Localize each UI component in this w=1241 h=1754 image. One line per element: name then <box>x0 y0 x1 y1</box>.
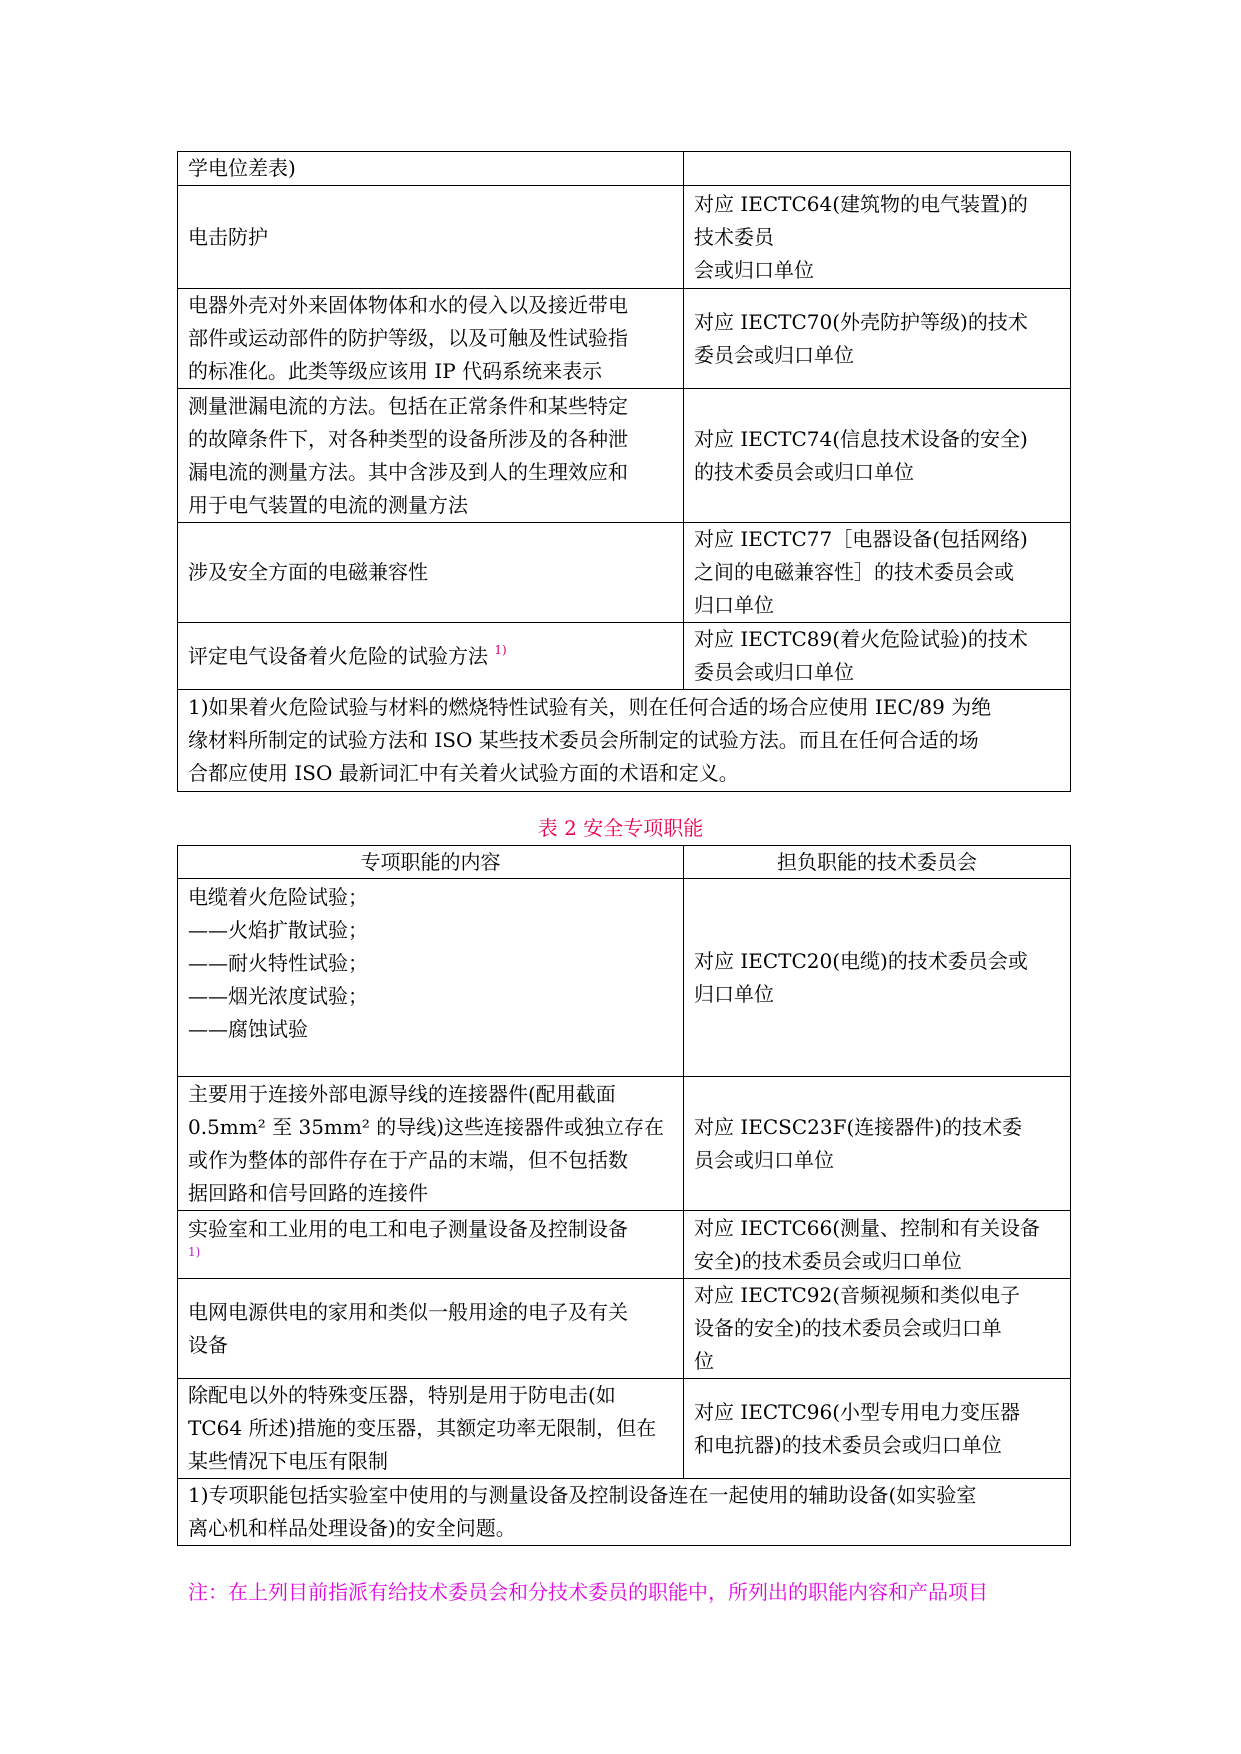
text-line: 涉及安全方面的电磁兼容性 <box>188 560 428 584</box>
content-cell <box>178 1211 684 1279</box>
text-line: 除配电以外的特殊变压器，特别是用于防电击(如 <box>188 1383 616 1407</box>
content-cell <box>178 152 684 186</box>
text-line: 的标准化。此类等级应该用 IP 代码系统来表示 <box>188 359 603 383</box>
text-line: 技术委员 <box>694 224 774 249</box>
text-line: 主要用于连接外部电源导线的连接器件(配用截面 <box>188 1081 616 1106</box>
text-line: 据回路和信号回路的连接件 <box>188 1180 428 1205</box>
committee-cell <box>684 1211 1071 1279</box>
text-line: 委员会或归口单位 <box>694 342 854 367</box>
content-cell <box>178 1379 684 1479</box>
table-header-row <box>178 846 1071 879</box>
committee-cell <box>684 1077 1071 1211</box>
text-line: 归口单位 <box>694 981 774 1006</box>
text-line: ——腐蚀试验 <box>188 1017 308 1041</box>
table-row <box>178 289 1071 389</box>
text-line: 测量泄漏电流的方法。包括在正常条件和某些特定 <box>188 393 628 418</box>
text-line: 的故障条件下，对各种类型的设备所涉及的各种泄 <box>188 426 628 451</box>
column-header: 专项职能的内容 <box>178 846 684 879</box>
table-row <box>178 1279 1071 1379</box>
table-row <box>178 389 1071 523</box>
content-cell <box>178 289 684 389</box>
text-line: 离心机和样品处理设备)的安全问题。 <box>188 1516 516 1540</box>
text-line: 会或归口单位 <box>694 257 814 282</box>
committee-cell <box>684 186 1071 289</box>
footnote-marker: 1) <box>494 642 507 657</box>
text-line: 对应 IECTC66(测量、控制和有关设备 <box>694 1215 1041 1240</box>
text-line: 对应 IECTC20(电缆)的技术委员会或 <box>694 948 1028 973</box>
text-line: 合都应使用 ISO 最新词汇中有关着火试验方面的术语和定义。 <box>188 761 739 785</box>
text-line: 委员会或归口单位 <box>694 660 854 684</box>
text-line: 1)如果着火危险试验与材料的燃烧特性试验有关，则在任何合适的场合应使用 IEC/89 为绝 <box>188 695 992 719</box>
text-line: 评定电气设备着火危险的试验方法 <box>188 643 488 668</box>
text-line: 归口单位 <box>694 593 774 617</box>
table-footnote-row <box>178 690 1071 792</box>
text-line: 员会或归口单位 <box>694 1147 834 1172</box>
content-cell <box>178 623 684 690</box>
text-line: 的技术委员会或归口单位 <box>694 459 914 484</box>
committee-cell <box>684 289 1071 389</box>
text-line: 之间的电磁兼容性］的技术委员会或 <box>694 560 1014 584</box>
text-line: ——烟光浓度试验； <box>188 984 368 1008</box>
content-cell <box>178 389 684 523</box>
text-line: 或作为整体的部件存在于产品的末端，但不包括数 <box>188 1147 628 1172</box>
committee-cell <box>684 152 1071 186</box>
text-line: 电网电源供电的家用和类似一般用途的电子及有关 <box>188 1299 628 1324</box>
table-row <box>178 523 1071 623</box>
text-line: ——耐火特性试验； <box>188 951 368 975</box>
table-row <box>178 1379 1071 1479</box>
committee-cell <box>684 623 1071 690</box>
text-line: 位 <box>694 1349 714 1373</box>
text-line: 对应 IECTC92(音频视频和类似电子 <box>694 1283 1021 1307</box>
text-line: 对应 IECTC77［电器设备(包括网络) <box>694 527 1028 551</box>
committee-cell <box>684 389 1071 523</box>
table-row <box>178 623 1071 690</box>
text-line: TC64 所述)措施的变压器，其额定功率无限制，但在 <box>188 1416 657 1440</box>
table-2 <box>177 845 1071 1546</box>
table-footnote-row <box>178 1479 1071 1546</box>
committee-cell <box>684 1379 1071 1479</box>
table-row <box>178 1211 1071 1279</box>
committee-cell <box>684 879 1071 1077</box>
text-line: 电缆着火危险试验； <box>188 885 368 909</box>
committee-cell <box>684 1279 1071 1379</box>
content-cell <box>178 879 684 1077</box>
table-row <box>178 1077 1071 1211</box>
text-line: 0.5mm² 至 35mm² 的导线)这些连接器件或独立存在 <box>188 1114 665 1139</box>
column-header: 担负职能的技术委员会 <box>684 846 1071 879</box>
text-line: 安全)的技术委员会或归口单位 <box>694 1248 962 1273</box>
text-line: 用于电气装置的电流的测量方法 <box>188 492 468 517</box>
content-cell <box>178 186 684 289</box>
table-caption: 表 2 安全专项职能 <box>537 816 704 840</box>
text-line: 缘材料所制定的试验方法和 ISO 某些技术委员会所制定的试验方法。而且在任何合适的场 <box>188 728 979 752</box>
text-line: 和电抗器)的技术委员会或归口单位 <box>694 1432 1002 1457</box>
table-row <box>178 879 1071 1077</box>
text-line: 对应 IECSC23F(连接器件)的技术委 <box>694 1114 1023 1139</box>
text-line: 对应 IECTC70(外壳防护等级)的技术 <box>694 309 1028 334</box>
content-cell <box>178 523 684 623</box>
table-row <box>178 152 1071 186</box>
text-line: 对应 IECTC64(建筑物的电气装置)的 <box>694 191 1028 216</box>
table-1 <box>177 151 1071 792</box>
text-line: 实验室和工业用的电工和电子测量设备及控制设备 <box>188 1217 628 1241</box>
text-line: 学电位差表) <box>188 156 296 180</box>
table-row <box>178 186 1071 289</box>
text-line: 对应 IECTC89(着火危险试验)的技术 <box>694 627 1028 651</box>
footnote-cell <box>178 1479 1071 1546</box>
committee-cell <box>684 523 1071 623</box>
text-line: 部件或运动部件的防护等级，以及可触及性试验指 <box>188 326 628 350</box>
content-cell <box>178 1077 684 1211</box>
text-line: 漏电流的测量方法。其中含涉及到人的生理效应和 <box>188 459 628 484</box>
content-cell <box>178 1279 684 1379</box>
text-line: 电器外壳对外来固体物体和水的侵入以及接近带电 <box>188 293 628 317</box>
footnote-marker: 1) <box>188 1245 201 1259</box>
text-line: 对应 IECTC96(小型专用电力变压器 <box>694 1399 1021 1424</box>
text-line: ——火焰扩散试验； <box>188 918 368 942</box>
text-line: 1)专项职能包括实验室中使用的与测量设备及控制设备连在一起使用的辅助设备(如实验室 <box>188 1483 977 1507</box>
text-line: 对应 IECTC74(信息技术设备的安全) <box>694 426 1028 451</box>
text-line: 设备的安全)的技术委员会或归口单 <box>694 1316 1002 1340</box>
text-line: 某些情况下电压有限制 <box>188 1449 388 1473</box>
note-text: 注：在上列目前指派有给技术委员会和分技术委员的职能中，所列出的职能内容和产品项目 <box>188 1580 988 1604</box>
text-line: 设备 <box>188 1332 228 1357</box>
footnote-cell <box>178 690 1071 792</box>
text-line: 电击防护 <box>188 224 268 249</box>
